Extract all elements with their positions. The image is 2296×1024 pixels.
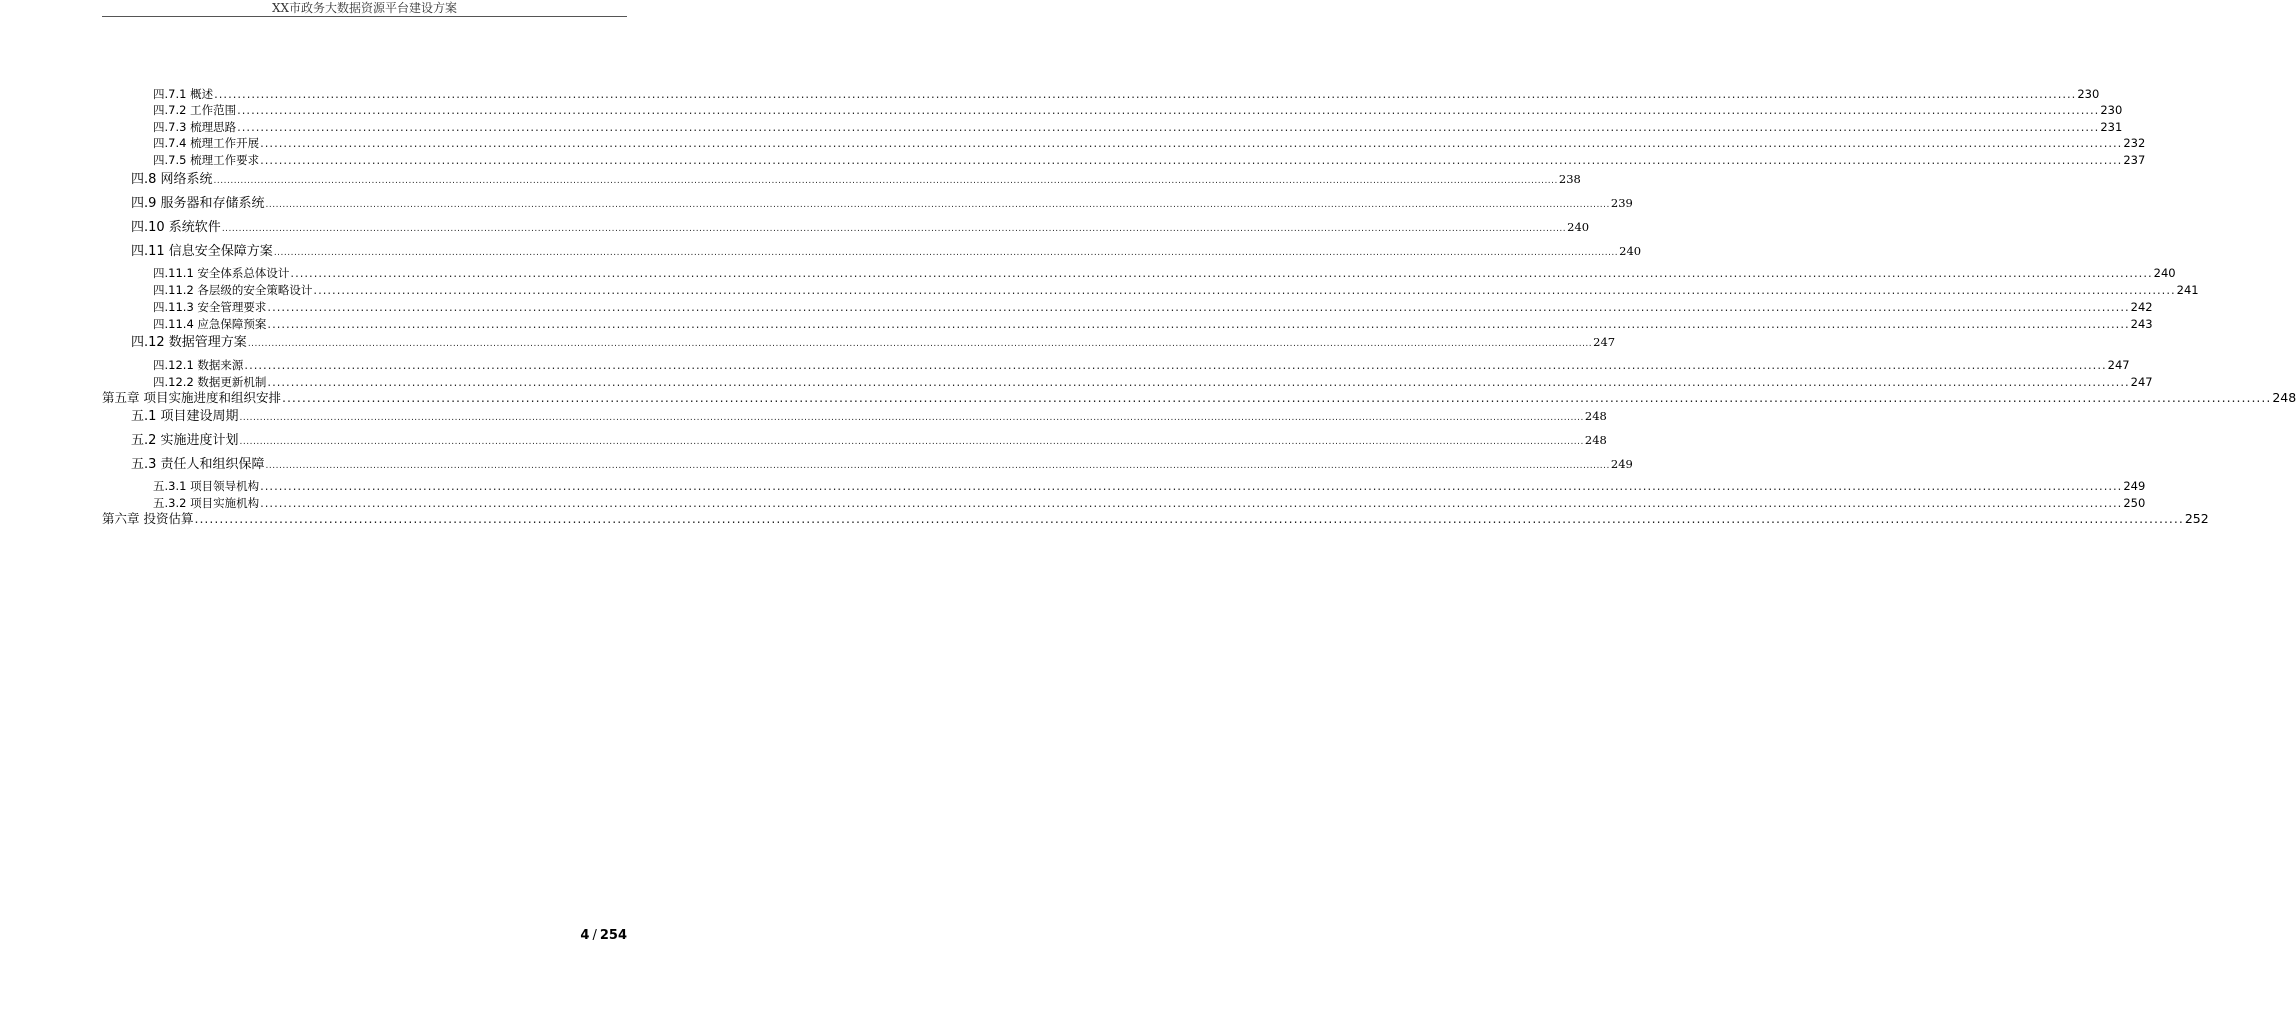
toc-leader-dots: ................................................................................................................................................................................................................................................................................................................................................................................................................ [244,358,2107,372]
toc-entry-page: 240 [1567,220,1590,234]
toc-entry-title: 五.3.1 项目领导机构 [153,479,260,493]
toc-entry-title: 五.2 实施进度计划 [131,433,239,448]
toc-entry-title: 第五章 项目实施进度和组织安排 [102,390,281,405]
toc-entry-title: 四.7.5 梳理工作要求 [153,153,260,167]
toc-entry-title: 第六章 投资估算 [102,511,194,526]
toc-entry-page: 247 [2130,375,2153,389]
toc-entry[interactable] [102,511,2209,527]
toc-entry-title: 四.11 信息安全保障方案 [131,244,273,259]
toc-entry-title: 四.7.3 梳理思路 [153,120,237,134]
toc-leader-dots: ................................................................................................................................................................................................................................................................................................................................................................................................................ [260,496,2123,510]
toc-entry[interactable] [131,243,1642,261]
toc-entry-title: 四.12.1 数据来源 [153,358,244,372]
toc-entry-title: 四.10 系统软件 [131,220,221,235]
toc-entry[interactable] [153,102,2123,118]
toc-entry-title: 四.9 服务器和存储系统 [131,196,265,211]
toc-entry-title: 四.11.1 安全体系总体设计 [153,266,290,280]
toc-entry-page: 237 [2123,153,2146,167]
toc-entry[interactable] [153,495,2146,511]
toc-entry[interactable] [153,265,2176,281]
toc-leader-dots: ................................................................................................................................................................................................................................................................................................................................................................................................................ [260,136,2123,150]
toc-entry-page: 232 [2123,136,2146,150]
toc-entry[interactable] [131,171,1581,189]
toc-entry-page: 249 [2123,479,2146,493]
toc-entry-title: 四.12.2 数据更新机制 [153,375,267,389]
toc-entry[interactable] [153,357,2130,373]
toc-entry-title: 四.7.4 梳理工作开展 [153,136,260,150]
toc-leader-dots: ................................................................................................................................................................................................................................................................................................................................................................................................................ [267,300,2130,314]
toc-leader-dots: ................................................................................................................................................................................................................................................................................................................................................................................................................ [290,266,2153,280]
toc-leader-dots: ................................................................................................................................................................................................................................................................................................................................................................................................................ [213,176,1558,186]
toc-entry[interactable] [131,219,1590,237]
toc-leader-dots: ................................................................................................................................................................................................................................................................................................................................................................................................................ [267,375,2130,389]
toc-entry[interactable] [102,390,2296,406]
toc-entry[interactable] [153,119,2123,135]
toc-entry[interactable] [131,195,1633,213]
toc-entry-title: 五.1 项目建设周期 [131,409,239,424]
toc-entry[interactable] [131,456,1633,474]
toc-leader-dots: ................................................................................................................................................................................................................................................................................................................................................................................................................ [265,200,1610,210]
toc-entry-title: 四.11.3 安全管理要求 [153,300,267,314]
toc-leader-dots: ................................................................................................................................................................................................................................................................................................................................................................................................................ [260,153,2123,167]
toc-entry-page: 248 [2272,390,2296,405]
toc-entry[interactable] [153,316,2153,332]
toc-leader-dots: ................................................................................................................................................................................................................................................................................................................................................................................................................ [194,511,2184,526]
toc-entry-page: 243 [2130,317,2153,331]
toc-entry-page: 252 [2184,511,2209,526]
toc-entry-title: 五.3 责任人和组织保障 [131,457,265,472]
toc-entry[interactable] [153,282,2199,298]
toc-entry[interactable] [153,374,2153,390]
toc-entry-page: 248 [1584,433,1607,447]
toc-leader-dots: ................................................................................................................................................................................................................................................................................................................................................................................................................ [281,390,2272,405]
toc-leader-dots: ................................................................................................................................................................................................................................................................................................................................................................................................................ [273,248,1619,258]
toc-leader-dots: ................................................................................................................................................................................................................................................................................................................................................................................................................ [247,339,1593,349]
total-pages: 254 [599,928,627,943]
toc-leader-dots: ................................................................................................................................................................................................................................................................................................................................................................................................................ [239,437,1584,447]
toc-leader-dots: ................................................................................................................................................................................................................................................................................................................................................................................................................ [313,283,2176,297]
toc-entry-page: 230 [2077,87,2100,101]
toc-entry[interactable] [153,86,2100,102]
toc-entry[interactable] [153,135,2146,151]
toc-entry[interactable] [131,408,1607,426]
toc-entry-page: 240 [2153,266,2176,280]
toc-entry-page: 250 [2123,496,2146,510]
toc-leader-dots: ................................................................................................................................................................................................................................................................................................................................................................................................................ [260,479,2123,493]
toc-entry-page: 239 [1610,196,1633,210]
toc-entry[interactable] [131,334,1616,352]
toc-entry[interactable] [131,432,1607,450]
toc-entry-page: 249 [1610,457,1633,471]
toc-entry-title: 四.12 数据管理方案 [131,335,247,350]
toc-leader-dots: ................................................................................................................................................................................................................................................................................................................................................................................................................ [265,461,1610,471]
toc-entry-page: 248 [1584,409,1607,423]
toc-entry-page: 231 [2100,120,2123,134]
toc-entry-title: 四.8 网络系统 [131,172,213,187]
toc-entry[interactable] [153,152,2146,168]
toc-leader-dots: ................................................................................................................................................................................................................................................................................................................................................................................................................ [237,103,2100,117]
toc-entry[interactable] [153,299,2153,315]
toc-entry-title: 四.11.4 应急保障预案 [153,317,267,331]
toc-entry-title: 四.11.2 各层级的安全策略设计 [153,283,313,297]
toc-leader-dots: ................................................................................................................................................................................................................................................................................................................................................................................................................ [239,413,1584,423]
current-page-number: 4 [580,928,590,943]
page-separator: / [592,928,597,943]
toc-entry-title: 五.3.2 项目实施机构 [153,496,260,510]
toc-entry-page: 241 [2176,283,2199,297]
toc-entry-page: 242 [2130,300,2153,314]
toc-leader-dots: ................................................................................................................................................................................................................................................................................................................................................................................................................ [221,224,1567,234]
page-number [580,928,627,943]
toc-entry-page: 247 [1593,335,1616,349]
toc-leader-dots: ................................................................................................................................................................................................................................................................................................................................................................................................................ [267,317,2130,331]
toc-leader-dots: ................................................................................................................................................................................................................................................................................................................................................................................................................ [214,87,2077,101]
toc-entry-page: 240 [1619,244,1642,258]
toc-entry[interactable] [153,478,2146,494]
toc-entry-title: 四.7.1 概述 [153,87,214,101]
toc-entry-page: 230 [2100,103,2123,117]
page-header: XX市政务大数据资源平台建设方案 [271,1,458,15]
toc-entry-title: 四.7.2 工作范围 [153,103,237,117]
toc-entry-page: 238 [1558,172,1581,186]
toc-entry-page: 247 [2107,358,2130,372]
toc-leader-dots: ................................................................................................................................................................................................................................................................................................................................................................................................................ [237,120,2100,134]
